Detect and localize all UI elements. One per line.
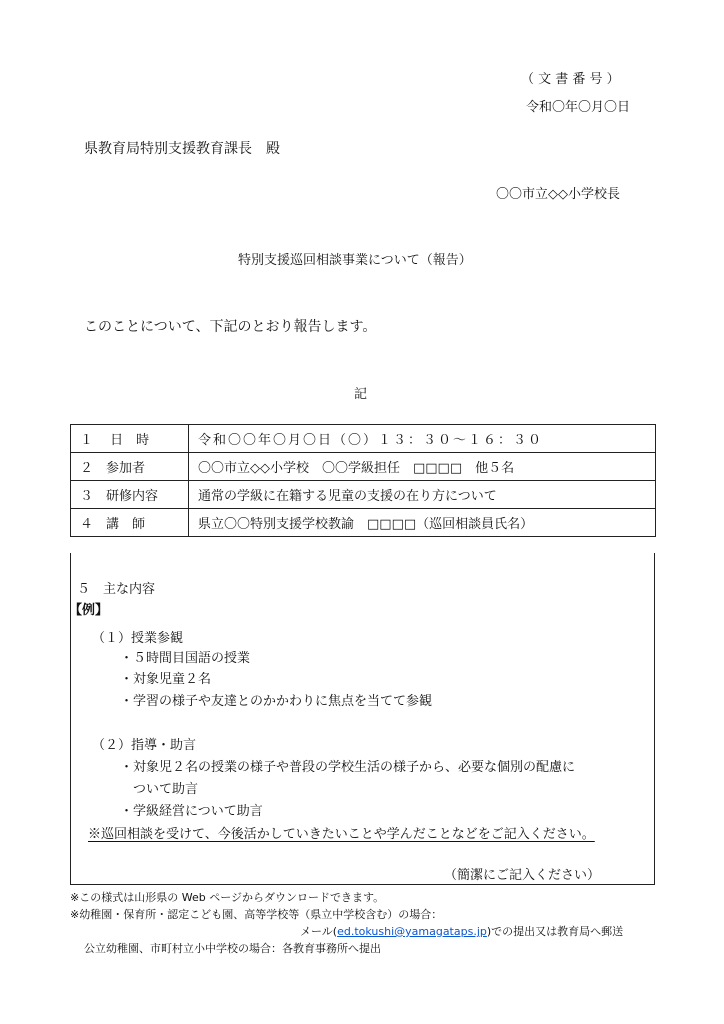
email-link[interactable]: ed.tokushi@yamagataps.jp xyxy=(337,925,487,938)
list-item: ・対象児童２名 xyxy=(120,672,212,687)
row-value: 〇〇市立◇◇小学校 〇〇学級担任 □□□□ 他５名 xyxy=(189,453,656,481)
row-label: ３ 研修内容 xyxy=(71,481,189,509)
row-value: 通常の学級に在籍する児童の支援の在り方について xyxy=(189,481,656,509)
table-row xyxy=(71,453,656,481)
note-text: ※巡回相談を受けて、今後活かしていきたいことや学んだことなどをご記入ください。 xyxy=(88,827,595,842)
document-number: （ 文 書 番 号 ） xyxy=(521,72,620,87)
footer-line-1: ※この様式は山形県の Web ページからダウンロードできます。 xyxy=(70,891,385,904)
section1-title: （１）授業参観 xyxy=(92,631,184,646)
brief-note: （簡潔にご記入ください） xyxy=(444,868,601,883)
footer-mail-suffix: )での提出又は教育局へ郵送 xyxy=(486,925,624,938)
footer-line-3 xyxy=(300,923,623,939)
list-item: ・５時間目国語の授業 xyxy=(120,651,251,666)
example-label: 【例】 xyxy=(69,603,109,618)
addressee: 県教育局特別支援教育課長 殿 xyxy=(84,141,280,157)
table-row xyxy=(71,481,656,509)
ki-heading: 記 xyxy=(354,387,368,402)
list-item: ・学級経営について助言 xyxy=(120,804,263,819)
section2-title: （２）指導・助言 xyxy=(92,738,197,753)
intro-text: このことについて、下記のとおり報告します。 xyxy=(84,319,377,335)
list-item-continued: ついて助言 xyxy=(133,782,199,797)
document-date: 令和〇年〇月〇日 xyxy=(526,100,631,115)
row-value: 令和〇〇年〇月〇日（〇）１３：３０～１６：３０ xyxy=(189,425,656,453)
content-heading: ５ 主な内容 xyxy=(77,582,156,597)
row-label: ４ 講 師 xyxy=(71,509,189,537)
footer-mail-prefix: メール( xyxy=(300,925,338,938)
table-row xyxy=(71,509,656,537)
page-title: 特別支援巡回相談事業について（報告） xyxy=(238,253,472,268)
row-value: 県立〇〇特別支援学校教諭 □□□□（巡回相談員氏名） xyxy=(189,509,656,537)
list-item: ・学習の様子や友達とのかかわりに焦点を当てて参観 xyxy=(120,694,433,709)
list-item: ・対象児２名の授業の様子や普段の学校生活の様子から、必要な個別の配慮に xyxy=(120,760,576,775)
info-table xyxy=(70,424,656,537)
footer-line-2: ※幼稚園・保育所・認定こども園、高等学校等（県立中学校含む）の場合： xyxy=(70,908,443,921)
table-row xyxy=(71,425,656,453)
row-label: ２ 参加者 xyxy=(71,453,189,481)
sender: 〇〇市立◇◇小学校長 xyxy=(496,187,620,202)
row-label: １ 日 時 xyxy=(71,425,189,453)
footer-line-4: 公立幼稚園、市町村立小中学校の場合：各教育事務所へ提出 xyxy=(84,942,381,955)
